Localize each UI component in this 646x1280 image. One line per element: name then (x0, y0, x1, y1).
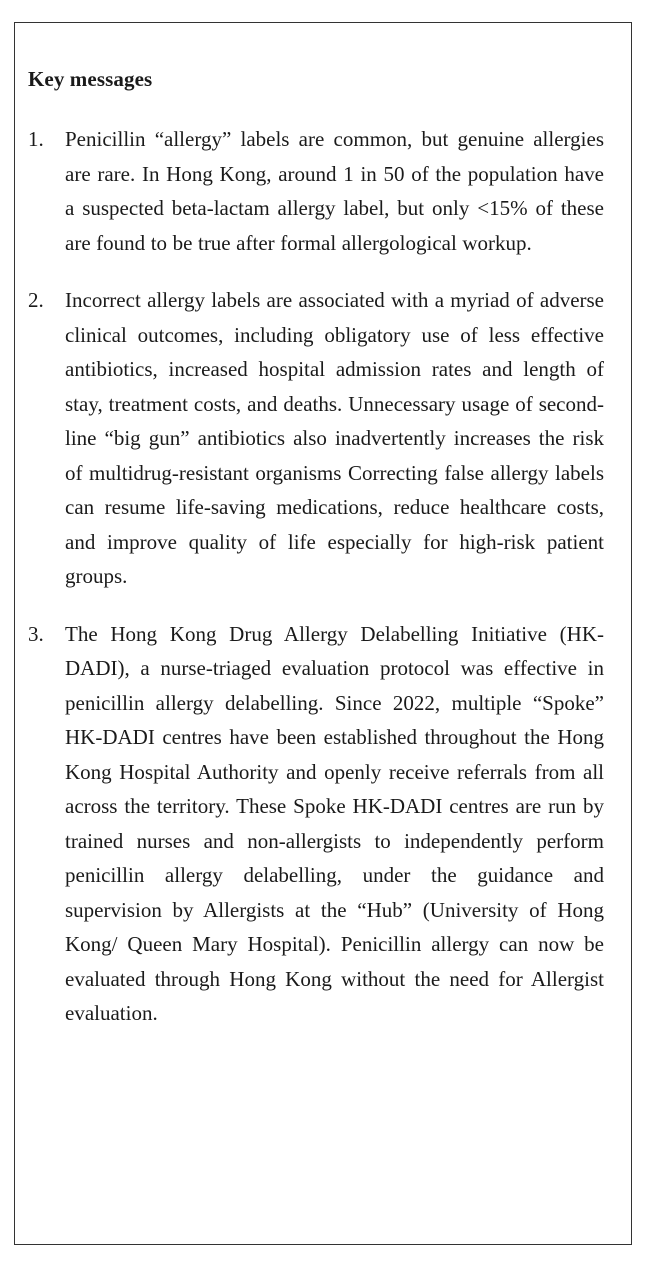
item-number: 3. (28, 621, 44, 646)
item-text: Penicillin “allergy” labels are common, but genuine allergies are rare. In Hong Kong, around 1 in 50 of the population have a suspected beta-lactam allergy label, but only <15% of these are found to be true after formal allergological workup. (65, 127, 604, 255)
list-item (28, 283, 604, 594)
key-messages-heading: Key messages (28, 67, 153, 91)
key-messages-list (28, 122, 604, 1054)
item-text: The Hong Kong Drug Allergy Delabelling Initiative (HK-DADI), a nurse-triaged evaluation protocol was effective in penicillin allergy delabelling. Since 2022, multiple “Spoke” HK-DADI centres have been established throughout the Hong Kong Hospital Authority and openly receive referrals from all across the territory. These Spoke HK-DADI centres are run by trained nurses and non-allergists to independently perform penicillin allergy delabelling, under the guidance and supervision by Allergists at the “Hub” (University of Hong Kong/ Queen Mary Hospital). Penicillin allergy can now be evaluated through Hong Kong without the need for Allergist evaluation. (65, 621, 604, 1025)
item-number: 2. (28, 288, 44, 312)
list-item (28, 122, 604, 260)
item-text: Incorrect allergy labels are associated with a myriad of adverse clinical outcomes, including obligatory use of less effective antibiotics, increased hospital admission rates and length of stay, treatment costs, and deaths. Unnecessary usage of second-line “big gun” antibiotics also inadvertently increases the risk of multidrug-resistant organisms Correcting false allergy labels can resume life-saving medications, reduce healthcare costs, and improve quality of life especially for high-risk patient groups. (65, 288, 604, 588)
item-number: 1. (28, 127, 44, 151)
list-item (28, 617, 604, 1031)
